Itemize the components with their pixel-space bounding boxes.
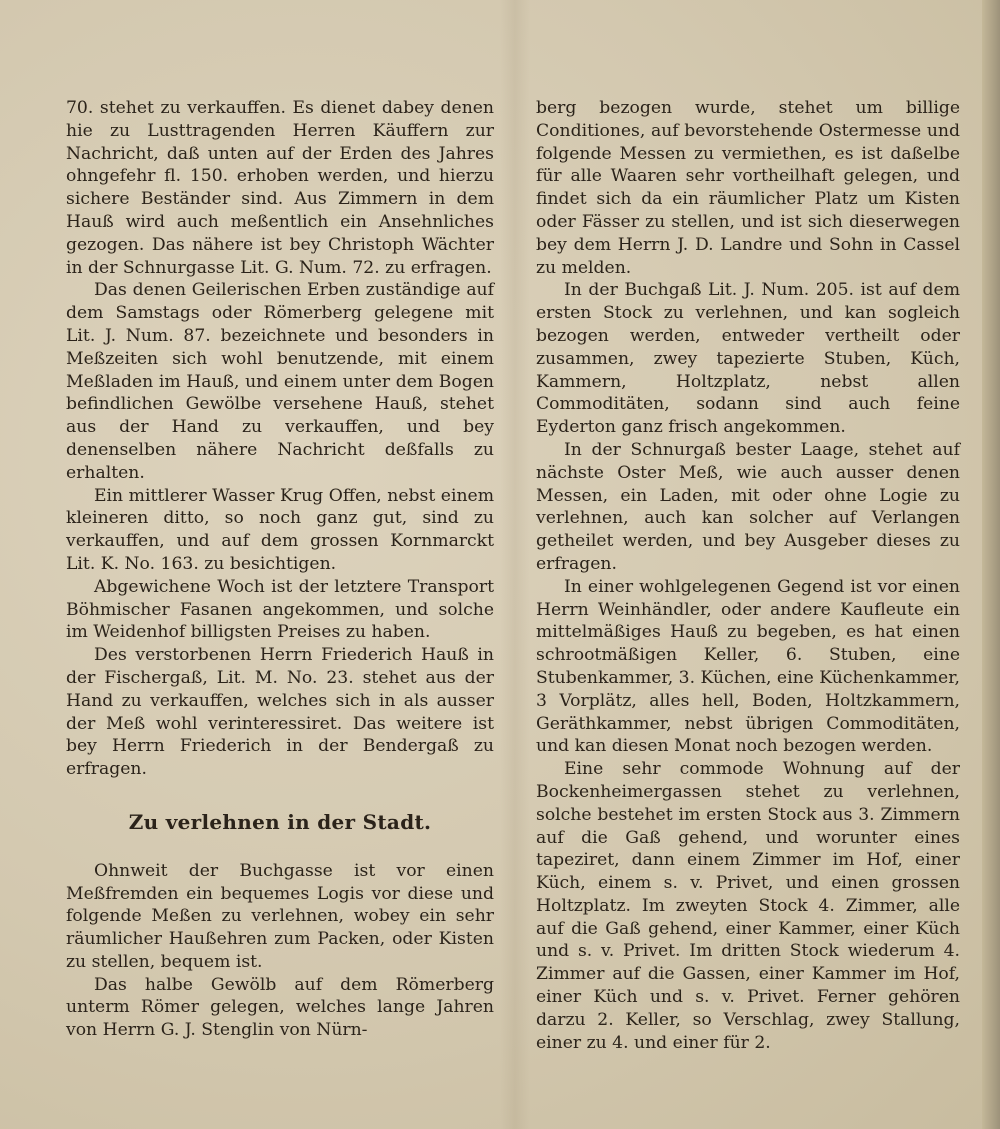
paragraph: Abgewichene Woch ist der letztere Transport Böhmischer Fasanen angekommen, und solche im Weidenhof billigsten Preises zu haben. bbox=[66, 576, 494, 643]
right-column bbox=[536, 97, 960, 1054]
paragraph: Eine sehr commode Wohnung auf der Bockenheimergassen stehet zu verlehnen, solche bestehet im ersten Stock aus 3. Zimmern auf die Gaß gehend, und worunter eines tapeziret, dann einem Zimmer im Hof, einer Küch, einem s. v. Privet, und einen grossen Holtzplatz. Im zweyten Stock 4. Zimmer, alle auf die Gaß gehend, einer Kammer, einer Küch und s. v. Privet. Im dritten Stock wiederum 4. Zimmer auf die Gassen, einer Kammer im Hof, einer Küch und s. v. Privet. Ferner gehören darzu 2. Keller, so Verschlag, zwey Stallung, einer zu 4. und einer für 2. bbox=[536, 759, 960, 1053]
left-column bbox=[66, 97, 494, 1042]
paragraph: In einer wohlgelegenen Gegend ist vor einen Herrn Weinhändler, oder andere Kaufleute ein mittelmäßiges Hauß zu begeben, es hat einen schrootmäßigen Keller, 6. Stuben, eine Stubenkammer, 3. Küchen, eine Küchenkammer, 3 Vorplätz, alles hell, Boden, Holtzkammern, Geräthkammer, nebst übrigen Commoditäten, und kan diesen Monat noch bezogen werden. bbox=[536, 576, 960, 757]
page-edge bbox=[982, 0, 1000, 1129]
paragraph: In der Schnurgaß bester Laage, stehet auf nächste Oster Meß, wie auch ausser denen Messen, ein Laden, mit oder ohne Logie zu verlehnen, auch kan solcher auf Verlangen getheilet werden, und bey Ausgeber dieses zu erfragen. bbox=[536, 439, 960, 574]
paragraph: Ein mittlerer Wasser Krug Offen, nebst einem kleineren ditto, so noch ganz gut, sind zu verkauffen, und auf dem grossen Kornmarckt Lit. K. No. 163. zu besichtigen. bbox=[66, 485, 494, 574]
paragraph: Ohnweit der Buchgasse ist vor einen Meßfremden ein bequemes Logis vor diese und folgende Meßen zu verlehnen, wobey ein sehr räumlicher Haußehren zum Packen, oder Kisten zu stellen, bequem ist. bbox=[66, 860, 494, 972]
paragraph: Des verstorbenen Herrn Friederich Hauß in der Fischergaß, Lit. M. No. 23. stehet aus der Hand zu verkauffen, welches sich in als ausser der Meß wohl verinteressiret. Das weitere ist bey Herrn Friederich in der Bendergaß zu erfragen. bbox=[66, 645, 494, 780]
section-heading: Zu verlehnen in der Stadt. bbox=[128, 809, 432, 834]
paragraph: Das halbe Gewölb auf dem Römerberg unterm Römer gelegen, welches lange Jahren von Herrn G. J. Stenglin von Nürn- bbox=[66, 974, 494, 1041]
paragraph: berg bezogen wurde, stehet um billige Conditiones, auf bevorstehende Ostermesse und folgende Messen zu vermiethen, es ist daßelbe für alle Waaren sehr vortheilhaft gelegen, und findet sich da ein räumlicher Platz um Kisten oder Fässer zu stellen, und ist sich dieserwegen bey dem Herrn J. D. Landre und Sohn in Cassel zu melden. bbox=[536, 98, 960, 278]
page-fold-shadow bbox=[500, 0, 530, 1129]
paragraph: 70. stehet zu verkauffen. Es dienet dabey denen hie zu Lusttragenden Herren Käuffern zur Nachricht, daß unten auf der Erden des Jahres ohngefehr fl. 150. erhoben werden, und hierzu sichere Beständer sind. Aus Zimmern in dem Hauß wird auch meßentlich ein Ansehnliches gezogen. Das nähere ist bey Christoph Wächter in der Schnurgasse Lit. G. Num. 72. zu erfragen. bbox=[66, 98, 494, 278]
paragraph: In der Buchgaß Lit. J. Num. 205. ist auf dem ersten Stock zu verlehnen, und kan sogleich bezogen werden, entweder vertheilt oder zusammen, zwey tapezierte Stuben, Küch, Kammern, Holtzplatz, nebst allen Commoditäten, sodann sind auch feine Eyderton ganz frisch angekommen. bbox=[536, 280, 960, 438]
paragraph: Das denen Geilerischen Erben zuständige auf dem Samstags oder Römerberg gelegene mit Lit. J. Num. 87. bezeichnete und besonders in Meßzeiten sich wohl benutzende, mit einem Meßladen im Hauß, und einem unter dem Bogen befindlichen Gewölbe versehene Hauß, stehet aus der Hand zu verkauffen, und bey denenselben nähere Nachricht deßfalls zu erhalten. bbox=[66, 280, 494, 483]
